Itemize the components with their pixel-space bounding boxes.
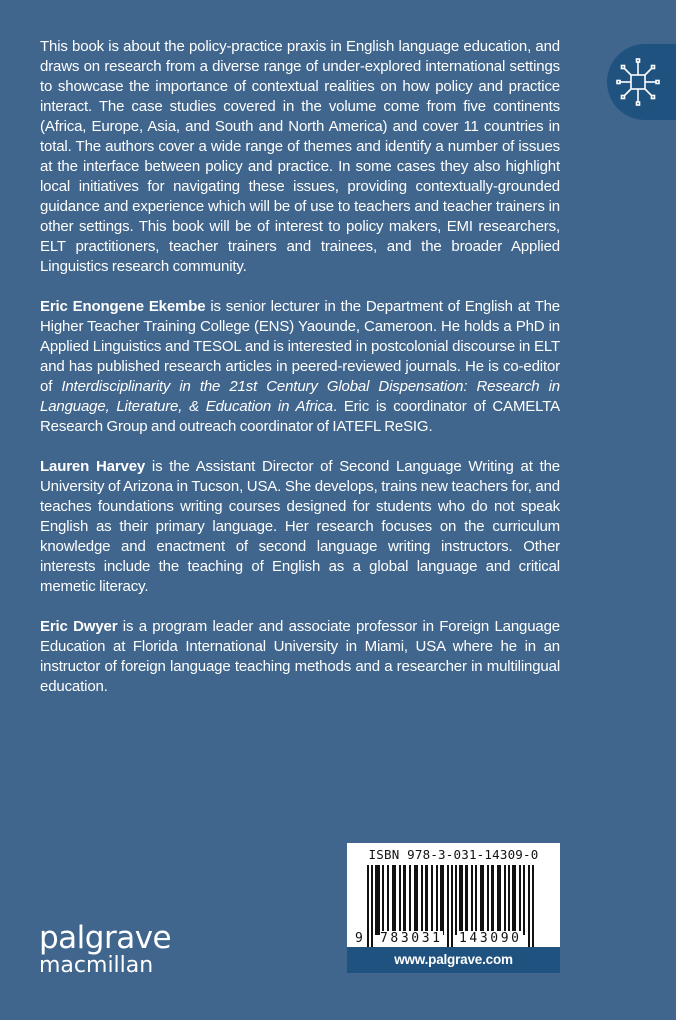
book-title-italic: Interdisciplinarity in the 21st Century Global Dispensation: Research in Language, Literature, & Education in Africa [40,378,560,415]
publisher-url: www.palgrave.com [347,947,560,973]
author-bio-text: . Eric is coordinator of CAMELTA Research Group and outreach coordinator of IATEFL ReSIG. [40,398,560,435]
author-bio-dwyer [40,617,560,697]
isbn-label: ISBN 978-3-031-14309-0 [368,847,539,862]
author-bio-harvey [40,457,560,597]
barcode-digits-left: 783031 [380,931,443,946]
circuit-chip-icon [616,57,660,107]
author-name: Lauren Harvey [40,458,146,475]
barcode-digits-right: 143090 [459,931,522,946]
author-bio-text: is the Assistant Director of Second Language Writing at the University of Arizona in Tucson, USA. She develops, trains new teachers for, and teaches foundations writing courses designed for students who do not speak English as their primary language. Her research focuses on the curriculum knowledge and enactment of second language writing instructors. Other interests include the teaching of English as a global language and critical memetic literacy. [40,458,560,595]
author-bio-text: is a program leader and associate professor in Foreign Language Education at Florida International University in Miami, USA where he in an instructor of foreign language teaching methods and a researcher in multilingual education. [40,618,560,695]
author-name: Eric Enongene Ekembe [40,298,206,315]
barcode-bars-icon [347,865,560,949]
series-badge [607,44,676,120]
back-cover-text [40,37,560,717]
logo-palgrave: palgrave [39,920,172,956]
palgrave-macmillan-logo [39,922,171,978]
barcode-digit-first: 9 [355,931,363,946]
isbn-barcode [347,843,560,973]
author-bio-ekembe [40,297,560,437]
book-description: This book is about the policy-practice praxis in English language education, and draws on research from a diverse range of under-explored international settings to showcase the importance of contextual realities on how policy and practice interact. The case studies covered in the volume come from five continents (Africa, Europe, Asia, and South and North America) and cover 11 countries in total. The authors cover a wide range of themes and identify a number of issues at the interface between policy and practice. In some cases they also highlight local initiatives for navigating these issues, providing contextually-grounded guidance and experience which will be of use to teachers and teacher trainers in other settings. This book will be of interest to policy makers, EMI researchers, ELT practitioners, teacher trainers and trainees, and the broader Applied Linguistics research community. [40,38,560,275]
author-bio-text: is senior lecturer in the Department of English at The Higher Teacher Training College (ENS) Yaounde, Cameroon. He holds a PhD in Applied Linguistics and TESOL and is interested in postcolonial discourse in ELT and has published research articles in peered-reviewed journals. He is co-editor of [40,298,560,395]
author-name: Eric Dwyer [40,618,118,635]
logo-macmillan: macmillan [39,953,154,978]
